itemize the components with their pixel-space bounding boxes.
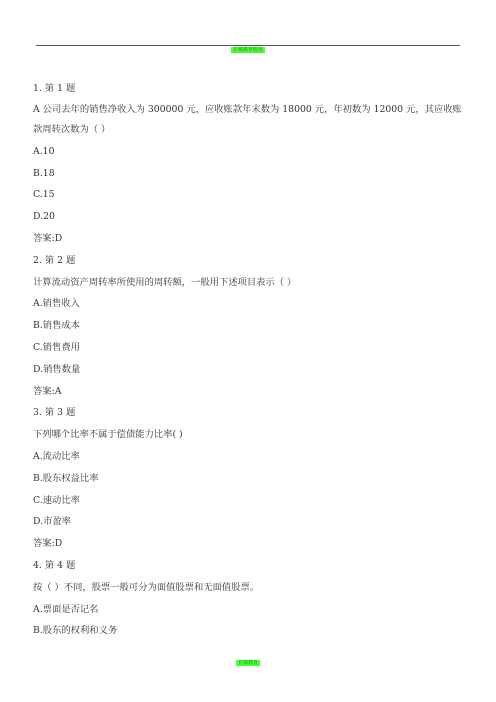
option: B.18 bbox=[33, 167, 55, 179]
option: C.销售费用 bbox=[33, 341, 80, 353]
option: D.市盈率 bbox=[33, 516, 71, 528]
option: B.股东的权利和义务 bbox=[33, 625, 118, 637]
footer-badge bbox=[0, 649, 496, 668]
option: D.20 bbox=[33, 211, 55, 223]
option: A.流动比率 bbox=[33, 450, 80, 462]
header-badge-text: 长城教育服务 bbox=[232, 47, 263, 53]
answer: 答案:D bbox=[33, 232, 63, 244]
option: C.15 bbox=[33, 189, 55, 201]
header-divider bbox=[36, 45, 460, 46]
footer-badge-text: 长城教育 bbox=[237, 660, 258, 666]
question-stem: 下列哪个比率不属于偿债能力比率( ) bbox=[33, 429, 183, 441]
option: C.速动比率 bbox=[33, 494, 80, 506]
question-stem: 按（ ）不同，股票一般可分为面值股票和无面值股票。 bbox=[33, 581, 260, 593]
question-title: 4. 第 4 题 bbox=[33, 559, 76, 571]
answer: 答案:A bbox=[33, 385, 62, 397]
question-3 bbox=[33, 402, 468, 555]
question-list bbox=[33, 78, 468, 642]
question-1 bbox=[33, 78, 468, 250]
question-4 bbox=[33, 555, 468, 642]
answer: 答案:D bbox=[33, 538, 63, 550]
option: A.票面是否记名 bbox=[33, 603, 99, 615]
question-stem: A 公司去年的销售净收入为 300000 元，应收账款年末数为 18000 元，年初数为 12000 元，其应收账款周转次数为（ ） bbox=[33, 103, 462, 136]
question-title: 2. 第 2 题 bbox=[33, 254, 76, 266]
question-title: 1. 第 1 题 bbox=[33, 83, 76, 94]
question-2 bbox=[33, 250, 468, 403]
option: D.销售数量 bbox=[33, 363, 81, 375]
option: B.销售成本 bbox=[33, 320, 80, 332]
option: A.10 bbox=[33, 145, 55, 157]
header-badge bbox=[0, 36, 496, 53]
question-stem: 计算流动资产周转率所使用的周转额，一般用下述项目表示（ ） bbox=[33, 276, 297, 288]
question-title: 3. 第 3 题 bbox=[33, 407, 76, 419]
option: A.销售收入 bbox=[33, 298, 80, 310]
option: B.股东权益比率 bbox=[33, 472, 99, 484]
